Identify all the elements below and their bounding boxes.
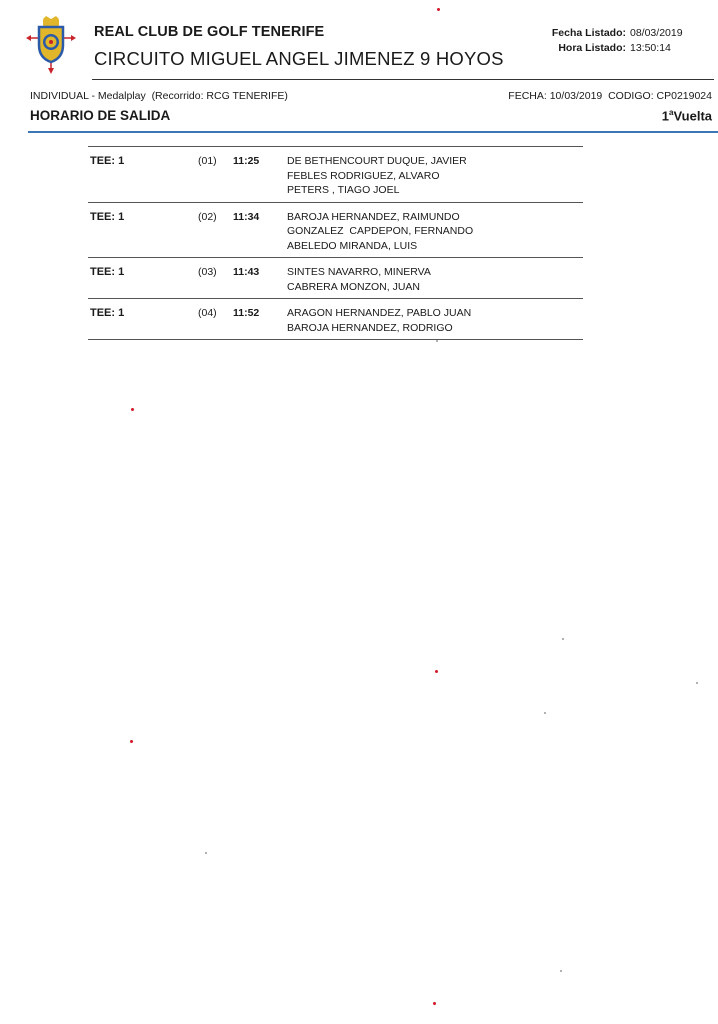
- tee-label: TEE: 1: [90, 307, 125, 319]
- player-name: ABELEDO MIRANDA, LUIS: [287, 239, 418, 252]
- event-name: CIRCUITO MIGUEL ANGEL JIMENEZ 9 HOYOS: [94, 48, 504, 69]
- round-word: Vuelta: [673, 108, 712, 124]
- section-title: HORARIO DE SALIDA: [30, 108, 171, 123]
- scan-speck: [205, 852, 207, 854]
- listing-date-label: Fecha Listado:: [551, 27, 626, 39]
- listing-meta-labels: [552, 26, 626, 56]
- scan-speck: [562, 638, 564, 640]
- date-code: FECHA: 10/03/2019 CODIGO: CP0219024: [508, 90, 712, 102]
- player-name: PETERS , TIAGO JOEL: [287, 184, 400, 196]
- tee-time: 11:34: [233, 210, 260, 223]
- tee-label: TEE: 1: [90, 155, 125, 167]
- scan-speck: [436, 340, 438, 342]
- scan-speck: [433, 1002, 436, 1005]
- round-number: 1: [661, 108, 670, 124]
- player-name: GONZALEZ CAPDEPON, FERNANDO: [287, 225, 474, 237]
- tee-group-row: [88, 257, 583, 298]
- player-name: ARAGON HERNANDEZ, PABLO JUAN: [287, 307, 472, 319]
- tee-group-row: [88, 298, 583, 339]
- player-name: SINTES NAVARRO, MINERVA: [287, 266, 431, 278]
- player-list: [287, 154, 583, 198]
- scan-speck: [131, 408, 134, 411]
- tee-time: 11:43: [233, 266, 260, 278]
- listing-time-label: Hora Listado:: [558, 42, 626, 54]
- tee-time: 11:52: [233, 307, 260, 319]
- group-number: (02): [198, 210, 217, 223]
- listing-meta-values: [630, 26, 683, 56]
- listing-date-value: 08/03/2019: [630, 27, 683, 39]
- group-number: (03): [198, 266, 217, 278]
- tee-times-table: [88, 146, 583, 340]
- tee-label: TEE: 1: [90, 266, 125, 278]
- tee-label: TEE: 1: [90, 210, 125, 223]
- player-name: BAROJA HERNANDEZ, RAIMUNDO: [287, 210, 460, 223]
- table-bottom-rule: [88, 339, 583, 340]
- club-name: REAL CLUB DE GOLF TENERIFE: [94, 24, 325, 40]
- scan-speck: [130, 740, 133, 743]
- player-list: [287, 265, 583, 294]
- player-name: FEBLES RODRIGUEZ, ALVARO: [287, 169, 440, 182]
- tee-time: 11:25: [233, 155, 260, 167]
- group-number: (01): [198, 155, 217, 167]
- listing-time-value: 13:50:14: [630, 42, 671, 54]
- round-ordinal: a: [669, 108, 674, 117]
- scan-speck: [435, 670, 438, 673]
- header-divider: [92, 79, 714, 80]
- scan-speck: [437, 8, 440, 11]
- tee-group-row: [88, 146, 583, 202]
- player-list: [287, 306, 583, 335]
- round-label: [662, 108, 712, 123]
- section-divider: [28, 131, 718, 133]
- tee-group-row: [88, 202, 583, 258]
- scan-speck: [560, 970, 562, 972]
- scan-speck: [544, 712, 546, 714]
- player-name: DE BETHENCOURT DUQUE, JAVIER: [287, 155, 467, 167]
- club-logo: [26, 16, 76, 74]
- player-list: [287, 210, 583, 254]
- player-name: BAROJA HERNANDEZ, RODRIGO: [287, 321, 453, 334]
- group-number: (04): [198, 307, 217, 319]
- competition-format: INDIVIDUAL - Medalplay (Recorrido: RCG TENERIFE): [30, 90, 288, 102]
- club-crest-icon: [26, 16, 76, 74]
- player-name: CABRERA MONZON, JUAN: [287, 280, 421, 293]
- scan-speck: [696, 682, 698, 684]
